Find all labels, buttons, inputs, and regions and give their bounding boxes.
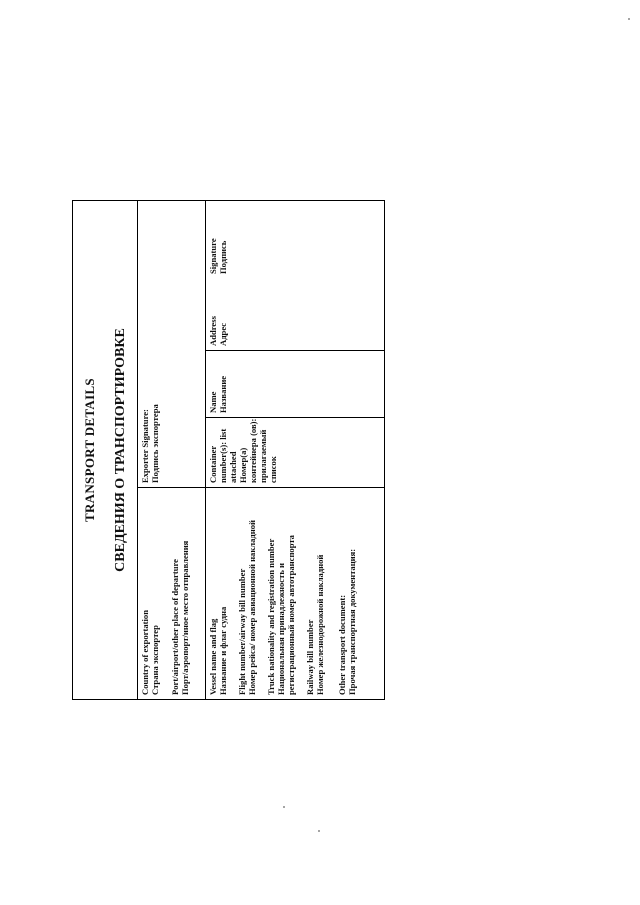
container-line: Container [208,445,218,483]
truck-registration-label-ru2: регистрационный номер автотранспорта [286,535,296,695]
other-transport-document-label: Other transport document: [337,594,347,695]
port-of-departure-label: Port/airport/other place of departure [170,559,180,695]
form-header [72,200,138,700]
address-column-header-ru: Адрес [218,322,228,346]
flight-number-label: Flight number/airway bill number [237,568,247,695]
transport-details-form [72,200,385,700]
name-column-header-ru: Название [218,375,228,413]
transport-divider [205,487,385,488]
country-of-exportation-label-ru: Страна экспортер [150,625,160,695]
container-line: прилагаемый [258,429,268,483]
address-column-divider [205,350,385,351]
vessel-name-label: Vessel name and flag [208,618,218,695]
exporter-signature-label: Exporter Signature: [140,409,150,483]
country-of-exportation-label: Country of exportation [140,610,150,695]
port-of-departure-label-ru: Порт/аэропорт/иное место отправления [180,540,190,695]
signature-column-header: Signature [208,238,218,274]
name-column-header: Name [208,391,218,413]
railway-bill-label: Railway bill number [305,619,315,695]
container-line: список [268,456,278,483]
container-line: контейнера (ов): [248,418,258,483]
signature-column-header-ru: Подпись [218,240,228,274]
container-line: Номер(а) [238,447,248,483]
scan-speck [283,806,285,808]
railway-bill-label-ru: Номер железнодорожной накладной [315,554,325,695]
title-english: TRANSPORT DETAILS [82,378,97,522]
exportation-divider [137,487,206,488]
truck-registration-label-ru1: Национальная принадлежность и [276,563,286,695]
vessel-name-label-ru: Название и флаг судна [218,606,228,695]
truck-registration-label: Truck nationality and registration number [266,538,276,695]
container-line: attached [228,451,238,483]
name-column-divider [205,417,385,418]
scan-speck [318,830,320,832]
flight-number-label-ru: Номер рейса/ номер авиационной накладной [247,520,257,695]
scan-speck [628,18,630,20]
exporter-signature-label-ru: Подпись экспортера [150,404,160,483]
address-column-header: Address [208,316,218,346]
title-russian: СВЕДЕНИЯ О ТРАНСПОРТИРОВКЕ [113,328,128,572]
container-line: number(s): list [218,428,228,483]
other-transport-document-label-ru: Прочая транспортная документация: [347,548,357,695]
